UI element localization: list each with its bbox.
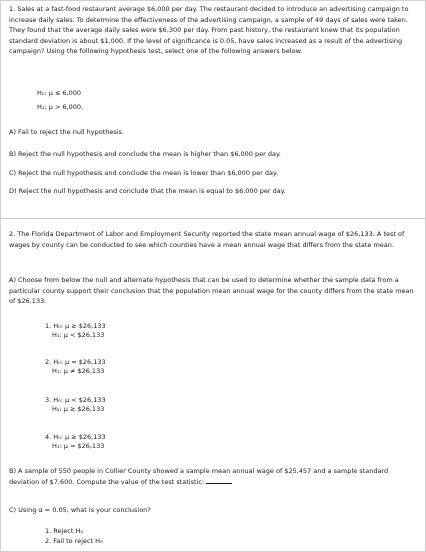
q2-conclusion-1[interactable]: 1. Reject H₀: [45, 527, 83, 535]
q1-null-hypothesis: H₀: μ ≤ 6,000: [37, 89, 82, 97]
choice-alt-hypothesis: H₁: μ ≠ $26,133: [52, 367, 105, 376]
q1-paragraph: 1. Sales at a fast-food restaurant average $6,000 per day. The restaurant decided to introduce an advertising campaign to increase daily sales. To determine the effectiveness of the advertising campaign, a sample of 49 days of sales were taken. They found that the average daily sales were $6,300 per day. From past history, the restaurant knew that its population standard deviation is about $1,000. If the level of significance is 0.05, have sales increased as a result of the advertising campaign? Using the following hypothesis test, select one of the following answers below.: [9, 5, 409, 56]
q2-conclusion-2[interactable]: 2. Fail to reject H₀: [45, 537, 103, 545]
section-divider: [1, 218, 426, 219]
answer-blank[interactable]: [206, 477, 232, 484]
q2-choice-3[interactable]: [45, 396, 106, 415]
choice-null-hypothesis: 1. H₀: μ ≥ $26,133: [45, 322, 106, 330]
choice-null-hypothesis: 2. H₀: μ = $26,133: [45, 358, 106, 366]
q2-choice-2[interactable]: [45, 358, 106, 377]
choice-null-hypothesis: 4. H₀: μ ≥ $26,133: [45, 433, 106, 441]
q2-part-b: [9, 466, 419, 487]
q1-option-c[interactable]: C) Reject the null hypothesis and conclude the mean is lower than $6,000 per day.: [9, 169, 278, 177]
q2-part-a: A) Choose from below the null and alternate hypothesis that can be used to determine whether the sample data from a particular county support their conclusion that the population mean annual wage for the county differs from the state mean of $26,133.: [9, 276, 414, 306]
choice-alt-hypothesis: H₁: μ ≥ $26,133: [52, 405, 105, 414]
q1-alt-hypothesis: H₁: μ > 6,000.: [37, 103, 84, 111]
choice-alt-hypothesis: H₁: μ < $26,133: [52, 331, 105, 340]
part-b-text: B) A sample of 550 people in Collier County showed a sample mean annual wage of $25,457 and a sample standard deviation of $7,600. Compute the value of the test statistic:: [9, 467, 389, 486]
q1-option-d[interactable]: D) Reject the null hypothesis and conclude that the mean is equal to $6,000 per day.: [9, 187, 286, 195]
choice-null-hypothesis: 3. H₀: μ < $26,133: [45, 396, 106, 404]
q1-option-b[interactable]: B) Reject the null hypothesis and conclude the mean is higher than $6,000 per day.: [9, 150, 281, 158]
choice-alt-hypothesis: H₁: μ = $26,133: [52, 442, 105, 451]
q2-paragraph: 2. The Florida Department of Labor and Employment Security reported the state mean annual wage of $26,133. A test of wages by county can be conducted to see which counties have a mean annual wage that differs from the state mean.: [9, 230, 405, 249]
q2-choice-4[interactable]: [45, 433, 106, 452]
q2-part-c: C) Using α = 0.05, what is your conclusion?: [9, 506, 151, 514]
q2-choice-1[interactable]: [45, 322, 106, 341]
q1-option-a[interactable]: A) Fail to reject the null hypothesis.: [9, 128, 124, 136]
